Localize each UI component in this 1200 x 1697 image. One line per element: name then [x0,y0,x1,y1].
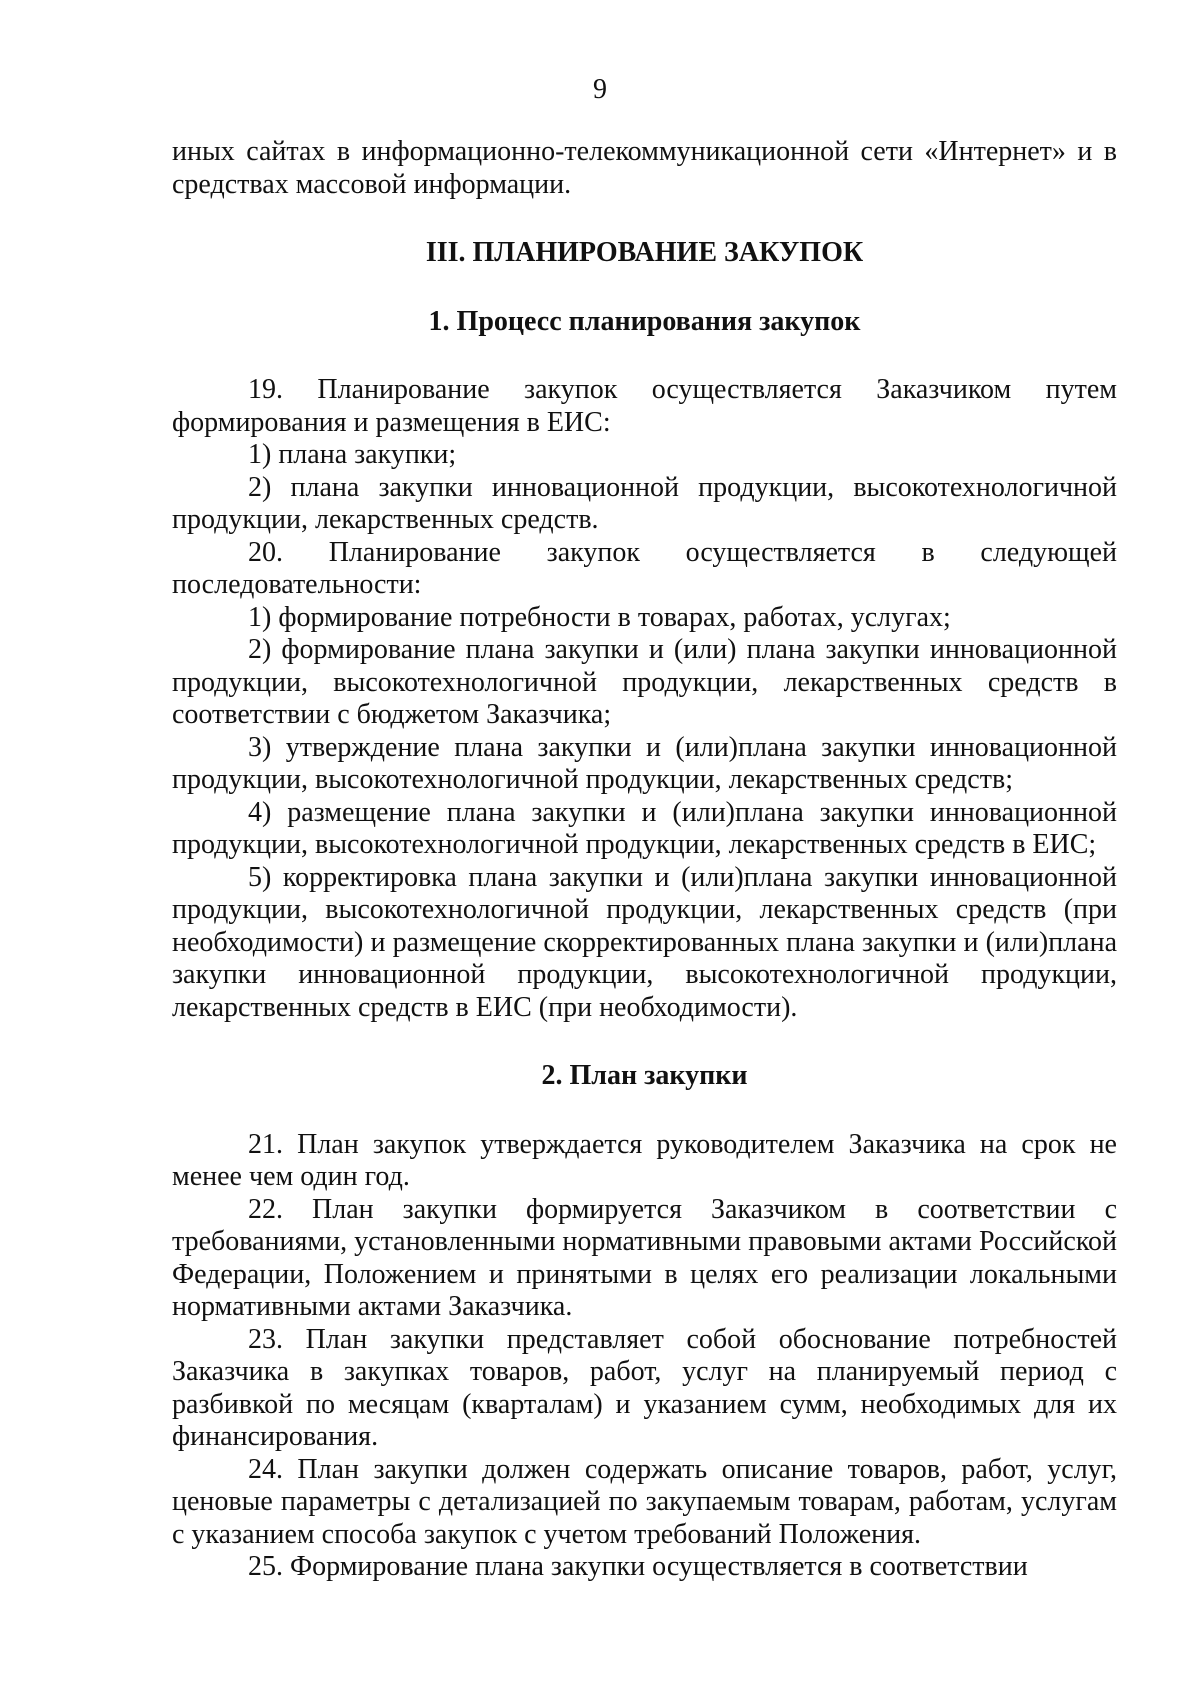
paragraph-20: 20. Планирование закупок осуществляется в следующей последовательности: [172,536,1117,600]
list-item-20-3: 3) утверждение плана закупки и (или)плана закупки инновационной продукции, высокотехнологичной продукции, лекарственных средств; [172,731,1117,795]
list-item-19-2: 2) плана закупки инновационной продукции, высокотехнологичной продукции, лекарственных средств. [172,471,1117,535]
page-content [172,136,1117,1584]
paragraph-23: 23. План закупки представляет собой обоснование потребностей Заказчика в закупках товаров, работ, услуг на планируемый период с разбивкой по месяцам (кварталам) и указанием сумм, необходимых для их финансирования. [172,1323,1117,1452]
subsection-1-title: 1. Процесс планирования закупок [428,305,861,337]
list-item-20-4: 4) размещение плана закупки и (или)плана закупки инновационной продукции, высокотехнологичной продукции, лекарственных средств в ЕИС; [172,796,1117,860]
subsection-2-title: 2. План закупки [541,1060,748,1091]
paragraph-21: 21. План закупок утверждается руководителем Заказчика на срок не менее чем один год. [172,1128,1117,1192]
list-item-20-5: 5) корректировка плана закупки и (или)плана закупки инновационной продукции, высокотехнологичной продукции, лекарственных средств (при необходимости) и размещение скорректированных плана закупки и (или)плана закупки инновационной продукции, высокотехнологичной продукции, лекарственных средств в ЕИС (при необходимости). [172,861,1117,1023]
paragraph-24: 24. План закупки должен содержать описание товаров, работ, услуг, ценовые параметры с детализацией по закупаемым товарам, работам, услугам с указанием способа закупок с учетом требований Положения. [172,1453,1117,1550]
page-number: 9 [593,74,607,105]
section-title: III. ПЛАНИРОВАНИЕ ЗАКУПОК [425,237,864,268]
intro-paragraph: иных сайтах в информационно-телекоммуникационной сети «Интернет» и в средствах массовой информации. [172,136,1117,200]
paragraph-22: 22. План закупки формируется Заказчиком в соответствии с требованиями, установленными нормативными правовыми актами Российской Федерации, Положением и принятыми в целях его реализации локальными нормативными актами Заказчика. [172,1193,1117,1322]
paragraph-19: 19. Планирование закупок осуществляется Заказчиком путем формирования и размещения в ЕИС: [172,374,1117,438]
list-item-20-1: 1) формирование потребности в товарах, работах, услугах; [248,601,951,633]
paragraph-25: 25. Формирование плана закупки осуществляется в соответствии [248,1551,1028,1582]
list-item-19-1: 1) плана закупки; [248,439,457,470]
list-item-20-2: 2) формирование плана закупки и (или) плана закупки инновационной продукции, высокотехнологичной продукции, лекарственных средств в соответствии с бюджетом Заказчика; [172,634,1117,730]
